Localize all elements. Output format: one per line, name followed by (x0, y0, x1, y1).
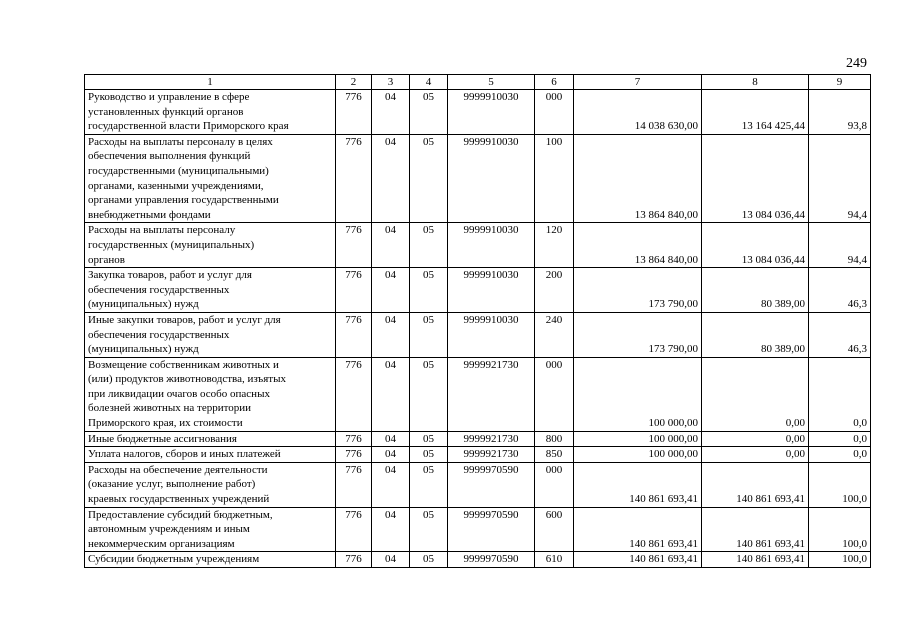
table-row (85, 223, 871, 268)
item-name-cell: Иные бюджетные ассигнования (85, 431, 336, 447)
subsection-code-cell: 05 (410, 357, 448, 431)
header-cell-col-6: 6 (535, 75, 574, 90)
expense-type-cell: 610 (535, 552, 574, 568)
item-name-cell: Предоставление субсидий бюджетным, автономным учреждениям и иным некоммерческим организациям (85, 507, 336, 552)
expense-type-cell: 120 (535, 223, 574, 268)
execution-percent-cell: 100,0 (809, 507, 871, 552)
planned-amount-cell: 13 864 840,00 (574, 223, 702, 268)
header-cell-col-4: 4 (410, 75, 448, 90)
executed-amount-cell: 13 164 425,44 (702, 90, 809, 135)
subsection-code-cell: 05 (410, 223, 448, 268)
target-article-cell: 9999910030 (448, 134, 535, 223)
ministry-code-cell: 776 (336, 268, 372, 313)
execution-percent-cell: 94,4 (809, 223, 871, 268)
subsection-code-cell: 05 (410, 552, 448, 568)
header-cell-col-8: 8 (702, 75, 809, 90)
ministry-code-cell: 776 (336, 312, 372, 357)
table-row (85, 90, 871, 135)
executed-amount-cell: 0,00 (702, 447, 809, 463)
executed-amount-cell: 140 861 693,41 (702, 507, 809, 552)
target-article-cell: 9999970590 (448, 552, 535, 568)
subsection-code-cell: 05 (410, 431, 448, 447)
expense-type-cell: 000 (535, 90, 574, 135)
planned-amount-cell: 140 861 693,41 (574, 552, 702, 568)
header-cell-col-2: 2 (336, 75, 372, 90)
target-article-cell: 9999970590 (448, 462, 535, 507)
execution-percent-cell: 46,3 (809, 312, 871, 357)
section-code-cell: 04 (372, 507, 410, 552)
item-name-cell: Субсидии бюджетным учреждениям (85, 552, 336, 568)
table-row (85, 552, 871, 568)
ministry-code-cell: 776 (336, 90, 372, 135)
execution-percent-cell: 93,8 (809, 90, 871, 135)
section-code-cell: 04 (372, 134, 410, 223)
subsection-code-cell: 05 (410, 462, 448, 507)
section-code-cell: 04 (372, 357, 410, 431)
ministry-code-cell: 776 (336, 223, 372, 268)
table-row (85, 447, 871, 463)
header-cell-col-5: 5 (448, 75, 535, 90)
section-code-cell: 04 (372, 90, 410, 135)
target-article-cell: 9999970590 (448, 507, 535, 552)
ministry-code-cell: 776 (336, 134, 372, 223)
table-body (85, 90, 871, 568)
executed-amount-cell: 80 389,00 (702, 312, 809, 357)
subsection-code-cell: 05 (410, 268, 448, 313)
table-row (85, 312, 871, 357)
header-cell-col-1: 1 (85, 75, 336, 90)
execution-percent-cell: 100,0 (809, 462, 871, 507)
section-code-cell: 04 (372, 552, 410, 568)
table-row (85, 268, 871, 313)
subsection-code-cell: 05 (410, 90, 448, 135)
table-row (85, 134, 871, 223)
expense-type-cell: 200 (535, 268, 574, 313)
table-row (85, 431, 871, 447)
section-code-cell: 04 (372, 223, 410, 268)
ministry-code-cell: 776 (336, 507, 372, 552)
expense-type-cell: 240 (535, 312, 574, 357)
executed-amount-cell: 80 389,00 (702, 268, 809, 313)
expense-type-cell: 600 (535, 507, 574, 552)
execution-percent-cell: 100,0 (809, 552, 871, 568)
header-cell-col-3: 3 (372, 75, 410, 90)
executed-amount-cell: 13 084 036,44 (702, 134, 809, 223)
expense-type-cell: 100 (535, 134, 574, 223)
subsection-code-cell: 05 (410, 507, 448, 552)
execution-percent-cell: 0,0 (809, 357, 871, 431)
expense-type-cell: 850 (535, 447, 574, 463)
planned-amount-cell: 140 861 693,41 (574, 507, 702, 552)
item-name-cell: Закупка товаров, работ и услуг для обеспечения государственных (муниципальных) нужд (85, 268, 336, 313)
section-code-cell: 04 (372, 431, 410, 447)
ministry-code-cell: 776 (336, 447, 372, 463)
item-name-cell: Расходы на выплаты персоналу в целях обеспечения выполнения функций государственными (муниципальными) органами, казенными учреждениями, органами управления государственными внебюджетными фондами (85, 134, 336, 223)
planned-amount-cell: 100 000,00 (574, 447, 702, 463)
target-article-cell: 9999921730 (448, 431, 535, 447)
planned-amount-cell: 100 000,00 (574, 431, 702, 447)
item-name-cell: Руководство и управление в сфере установленных функций органов государственной власти Приморского края (85, 90, 336, 135)
execution-percent-cell: 46,3 (809, 268, 871, 313)
planned-amount-cell: 14 038 630,00 (574, 90, 702, 135)
target-article-cell: 9999910030 (448, 90, 535, 135)
execution-percent-cell: 0,0 (809, 447, 871, 463)
table-row (85, 507, 871, 552)
section-code-cell: 04 (372, 268, 410, 313)
item-name-cell: Иные закупки товаров, работ и услуг для обеспечения государственных (муниципальных) нужд (85, 312, 336, 357)
executed-amount-cell: 13 084 036,44 (702, 223, 809, 268)
execution-percent-cell: 94,4 (809, 134, 871, 223)
table-row (85, 462, 871, 507)
item-name-cell: Возмещение собственникам животных и (или) продуктов животноводства, изъятых при ликвидации очагов особо опасных болезней животных на территории Приморского края, их стоимости (85, 357, 336, 431)
item-name-cell: Расходы на обеспечение деятельности (оказание услуг, выполнение работ) краевых государственных учреждений (85, 462, 336, 507)
item-name-cell: Уплата налогов, сборов и иных платежей (85, 447, 336, 463)
expense-type-cell: 000 (535, 357, 574, 431)
ministry-code-cell: 776 (336, 357, 372, 431)
ministry-code-cell: 776 (336, 431, 372, 447)
subsection-code-cell: 05 (410, 447, 448, 463)
planned-amount-cell: 140 861 693,41 (574, 462, 702, 507)
planned-amount-cell: 100 000,00 (574, 357, 702, 431)
target-article-cell: 9999921730 (448, 447, 535, 463)
planned-amount-cell: 13 864 840,00 (574, 134, 702, 223)
subsection-code-cell: 05 (410, 312, 448, 357)
executed-amount-cell: 140 861 693,41 (702, 462, 809, 507)
subsection-code-cell: 05 (410, 134, 448, 223)
header-cell-col-7: 7 (574, 75, 702, 90)
target-article-cell: 9999910030 (448, 312, 535, 357)
executed-amount-cell: 140 861 693,41 (702, 552, 809, 568)
executed-amount-cell: 0,00 (702, 431, 809, 447)
section-code-cell: 04 (372, 447, 410, 463)
budget-table (84, 74, 871, 568)
execution-percent-cell: 0,0 (809, 431, 871, 447)
target-article-cell: 9999910030 (448, 268, 535, 313)
executed-amount-cell: 0,00 (702, 357, 809, 431)
table-row (85, 357, 871, 431)
target-article-cell: 9999921730 (448, 357, 535, 431)
expense-type-cell: 000 (535, 462, 574, 507)
ministry-code-cell: 776 (336, 462, 372, 507)
planned-amount-cell: 173 790,00 (574, 312, 702, 357)
section-code-cell: 04 (372, 462, 410, 507)
header-cell-col-9: 9 (809, 75, 871, 90)
page-number: 249 (846, 56, 867, 71)
ministry-code-cell: 776 (336, 552, 372, 568)
item-name-cell: Расходы на выплаты персоналу государственных (муниципальных) органов (85, 223, 336, 268)
target-article-cell: 9999910030 (448, 223, 535, 268)
section-code-cell: 04 (372, 312, 410, 357)
planned-amount-cell: 173 790,00 (574, 268, 702, 313)
header-row (85, 75, 871, 90)
expense-type-cell: 800 (535, 431, 574, 447)
